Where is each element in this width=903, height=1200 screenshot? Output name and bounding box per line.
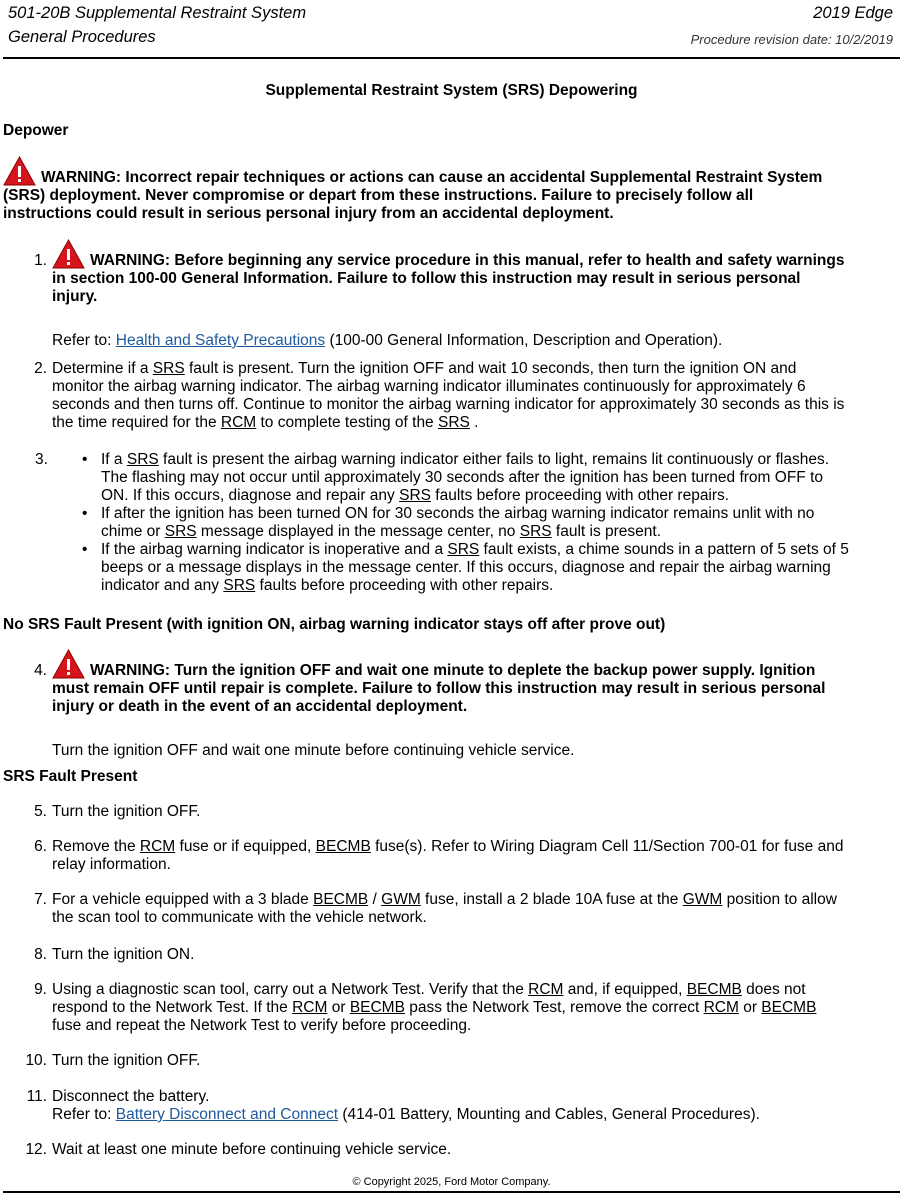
main-warning-line1: WARNING: Incorrect repair techniques or actions can cause an accidental Supplemental Restraint System [41, 169, 823, 186]
step-12-number: 12. [25, 1141, 47, 1158]
bullet: • [82, 541, 88, 558]
text: fault is present. [551, 523, 662, 540]
text: relay information. [52, 856, 171, 873]
list-item [82, 451, 897, 505]
srs-abbr: SRS [152, 360, 185, 377]
step-4 [34, 662, 897, 760]
warning-triangle-icon [52, 239, 85, 269]
step-4-text: Turn the ignition OFF and wait one minute before continuing vehicle service. [52, 742, 575, 759]
text: the time required for the [52, 414, 221, 431]
text: does not [741, 981, 806, 998]
step-9 [34, 981, 897, 1035]
step-9-number: 9. [34, 981, 47, 998]
text: fuse(s). Refer to Wiring Diagram Cell 11/Section 700-01 for fuse and [370, 838, 844, 855]
step-1-warning-line1: WARNING: Before beginning any service procedure in this manual, refer to health and safety warnings [90, 252, 845, 269]
rcm-abbr: RCM [528, 981, 564, 998]
step-5-text: Turn the ignition OFF. [52, 803, 201, 820]
text: and, if equipped, [563, 981, 687, 998]
text: If after the ignition has been turned ON for 30 seconds the airbag warning indicator remains unlit with no [101, 505, 815, 522]
step-4-warning-line2: must remain OFF until repair is complete. Failure to follow this instruction may result in serious personal [52, 680, 826, 697]
srs-abbr: SRS [438, 414, 470, 431]
srs-abbr: SRS [447, 541, 480, 558]
health-safety-link[interactable]: Health and Safety Precautions [115, 332, 326, 349]
text: respond to the Network Test. If the [52, 999, 293, 1016]
reference-context: (414-01 Battery, Mounting and Cables, General Procedures). [338, 1106, 760, 1123]
text: fuse or if equipped, [175, 838, 316, 855]
step-11-reference [52, 1106, 897, 1124]
becmb-abbr: BECMB [686, 981, 742, 998]
step-6-number: 6. [34, 838, 47, 855]
step-8 [34, 946, 897, 964]
text: the scan tool to communicate with the vehicle network. [52, 909, 427, 926]
step-6 [34, 838, 897, 874]
text: position to allow [722, 891, 837, 908]
battery-disconnect-link[interactable]: Battery Disconnect and Connect [115, 1106, 339, 1123]
copyright: © Copyright 2025, Ford Motor Company. [352, 1176, 551, 1188]
step-8-text: Turn the ignition ON. [52, 946, 195, 963]
main-warning-line2: (SRS) deployment. Never compromise or depart from these instructions. Failure to precisely follow all [3, 187, 754, 204]
step-1-reference [52, 332, 897, 350]
document-header [3, 0, 897, 60]
step-3-bullets [82, 451, 897, 595]
text: or [327, 999, 350, 1016]
text: chime or [101, 523, 165, 540]
text: to complete testing of the [256, 414, 438, 431]
gwm-abbr: GWM [381, 891, 421, 908]
text: The flashing may not occur until approximately 30 seconds after the ignition has been turned from OFF to [101, 469, 823, 486]
rcm-abbr: RCM [220, 414, 257, 431]
step-11-text: Disconnect the battery. [52, 1088, 210, 1105]
text: . [469, 414, 479, 431]
step-1-warning-line2: in section 100-00 General Information. Failure to follow this instruction may result in serious personal [52, 270, 801, 287]
text: fault exists, a chime sounds in a pattern of 5 sets of 5 [479, 541, 849, 558]
list-item [82, 541, 897, 595]
text: beeps or a message displays in the message center. If this occurs, diagnose and repair the airbag warning [101, 559, 831, 576]
reference-context: (100-00 General Information, Description and Operation). [325, 332, 723, 349]
step-11-number: 11. [26, 1088, 47, 1105]
header-vehicle: 2019 Edge [813, 4, 893, 22]
step-1-warning-line3: injury. [52, 288, 98, 305]
becmb-abbr: BECMB [313, 891, 369, 908]
header-revision-date: Procedure revision date: 10/2/2019 [690, 32, 893, 47]
step-3-number: 3. [35, 451, 48, 468]
step-10-number: 10. [25, 1052, 47, 1069]
becmb-abbr: BECMB [349, 999, 405, 1016]
text: ON. If this occurs, diagnose and repair any [101, 487, 400, 504]
text: or [738, 999, 762, 1016]
section-heading-depower: Depower [3, 122, 69, 139]
page-title: Supplemental Restraint System (SRS) Depowering [265, 82, 638, 99]
gwm-abbr: GWM [682, 891, 723, 908]
step-2-number: 2. [34, 360, 47, 377]
step-12 [25, 1141, 897, 1159]
step-7-number: 7. [34, 891, 47, 908]
main-warning-line3: instructions could result in serious personal injury from an accidental deployment. [3, 205, 614, 222]
rcm-abbr: RCM [703, 999, 739, 1016]
step-2 [34, 360, 897, 432]
step-3 [35, 451, 897, 595]
becmb-abbr: BECMB [315, 838, 371, 855]
step-1-number: 1. [34, 252, 47, 269]
bullet: • [82, 505, 88, 522]
refer-label: Refer to: [52, 1106, 116, 1123]
step-5-number: 5. [34, 803, 47, 820]
text: fault is present. Turn the ignition OFF and wait 10 seconds, then turn the ignition ON and [184, 360, 797, 377]
srs-abbr: SRS [126, 451, 159, 468]
step-8-number: 8. [34, 946, 47, 963]
step-4-warning-line3: injury or death in the event of an accidental deployment. [52, 698, 468, 715]
rcm-abbr: RCM [139, 838, 176, 855]
text: If a [101, 451, 127, 468]
refer-label: Refer to: [52, 332, 116, 349]
text: pass the Network Test, remove the correct [404, 999, 704, 1016]
header-divider [3, 57, 900, 59]
main-warning [3, 169, 893, 223]
text: fuse and repeat the Network Test to verify before proceeding. [52, 1017, 472, 1034]
text: Determine if a [52, 360, 153, 377]
step-10 [25, 1052, 897, 1070]
section-heading-no-fault: No SRS Fault Present (with ignition ON, airbag warning indicator stays off after prove out) [3, 616, 666, 633]
rcm-abbr: RCM [292, 999, 328, 1016]
step-4-warning-line1: WARNING: Turn the ignition OFF and wait one minute to deplete the backup power supply. Ignition [90, 662, 816, 679]
header-category: General Procedures [8, 28, 156, 46]
section-heading-fault: SRS Fault Present [3, 768, 138, 785]
warning-triangle-icon [3, 156, 36, 186]
footer-divider [3, 1191, 900, 1193]
srs-abbr: SRS [223, 577, 256, 594]
text: Using a diagnostic scan tool, carry out a Network Test. Verify that the [52, 981, 529, 998]
step-7 [34, 891, 897, 927]
text: faults before proceeding with other repairs. [430, 487, 730, 504]
step-11 [26, 1088, 897, 1124]
text: message displayed in the message center, no [196, 523, 520, 540]
text: / [368, 891, 382, 908]
header-section: 501-20B Supplemental Restraint System [8, 4, 307, 22]
text: indicator and any [101, 577, 224, 594]
text: fuse, install a 2 blade 10A fuse at the [420, 891, 683, 908]
text: Remove the [52, 838, 140, 855]
list-item [82, 505, 897, 541]
srs-abbr: SRS [399, 487, 431, 504]
text: For a vehicle equipped with a 3 blade [52, 891, 314, 908]
text: fault is present the airbag warning indicator either fails to light, remains lit continuously or flashes. [158, 451, 830, 468]
step-2-line2: monitor the airbag warning indicator. The airbag warning indicator illuminates continuously for approximately 6 [52, 378, 806, 395]
srs-abbr: SRS [519, 523, 552, 540]
step-4-number: 4. [34, 662, 47, 679]
step-2-line3: seconds and then turns off. Continue to monitor the airbag warning indicator for approximately 30 seconds as this is [52, 396, 845, 413]
text: faults before proceeding with other repairs. [255, 577, 554, 594]
srs-abbr: SRS [164, 523, 197, 540]
text: If the airbag warning indicator is inoperative and a [101, 541, 448, 558]
step-1 [34, 252, 897, 350]
step-12-text: Wait at least one minute before continuing vehicle service. [52, 1141, 452, 1158]
bullet: • [82, 451, 88, 468]
warning-triangle-icon [52, 649, 85, 679]
step-10-text: Turn the ignition OFF. [52, 1052, 201, 1069]
becmb-abbr: BECMB [761, 999, 817, 1016]
step-5 [34, 803, 897, 821]
